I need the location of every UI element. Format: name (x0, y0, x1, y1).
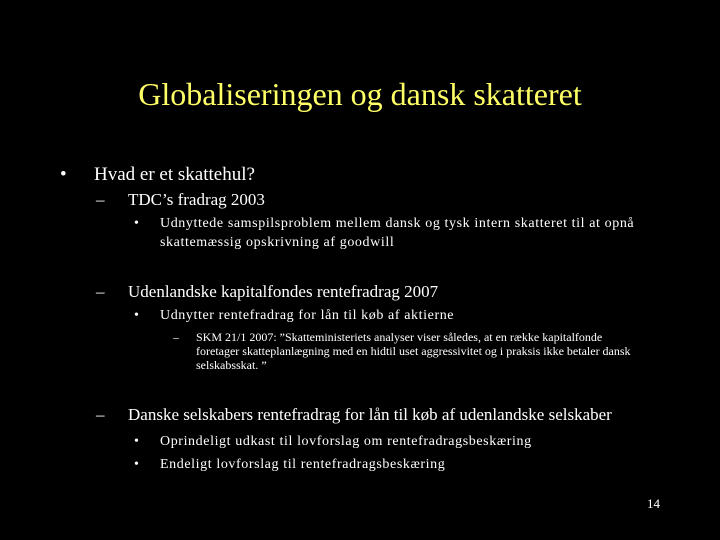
detail-kapitalfonde-udnytter: Udnytter rentefradrag for lån til køb af aktierne (160, 308, 455, 323)
quote-skm-2007: SKM 21/1 2007: ”Skatteministeriets analyser viser således, at en række kapitalfonde foretager skatteplanlægning med en hidtil uset aggressivitet og i praksis ikke betaler dansk selskabsskat. ” (196, 330, 631, 372)
dash-marker: – (96, 282, 105, 301)
detail-endeligt-lovforslag: Endeligt lovforslag til rentefradragsbeskæring (160, 457, 446, 472)
dash-marker: – (173, 330, 179, 344)
detail-tdc-samspilsproblem: Udnyttede samspilsproblem mellem dansk og tysk intern skatteret til at opnå skattemæssig opskrivning af goodwill (160, 216, 635, 250)
detail-oprindeligt-udkast: Oprindeligt udkast til lovforslag om rentefradragsbeskæring (160, 434, 532, 449)
bullet-marker: • (134, 216, 140, 231)
subbullet-danske-selskaber-rentefradrag: Danske selskabers rentefradrag for lån til køb af udenlandske selskaber (128, 405, 612, 424)
bullet-marker: • (134, 308, 140, 323)
bullet-marker: • (134, 434, 140, 449)
slide-title: Globaliseringen og dansk skatteret (138, 76, 582, 112)
bullet-marker: • (60, 164, 67, 185)
bullet-marker: • (134, 457, 140, 472)
dash-marker: – (96, 190, 105, 209)
dash-marker: – (96, 405, 105, 424)
subbullet-tdc-fradrag: TDC’s fradrag 2003 (128, 190, 265, 209)
subbullet-kapitalfonde-rentefradrag: Udenlandske kapitalfondes rentefradrag 2007 (128, 282, 439, 301)
bullet-hvad-er-et-skattehul: Hvad er et skattehul? (94, 164, 255, 185)
page-number: 14 (647, 496, 660, 511)
